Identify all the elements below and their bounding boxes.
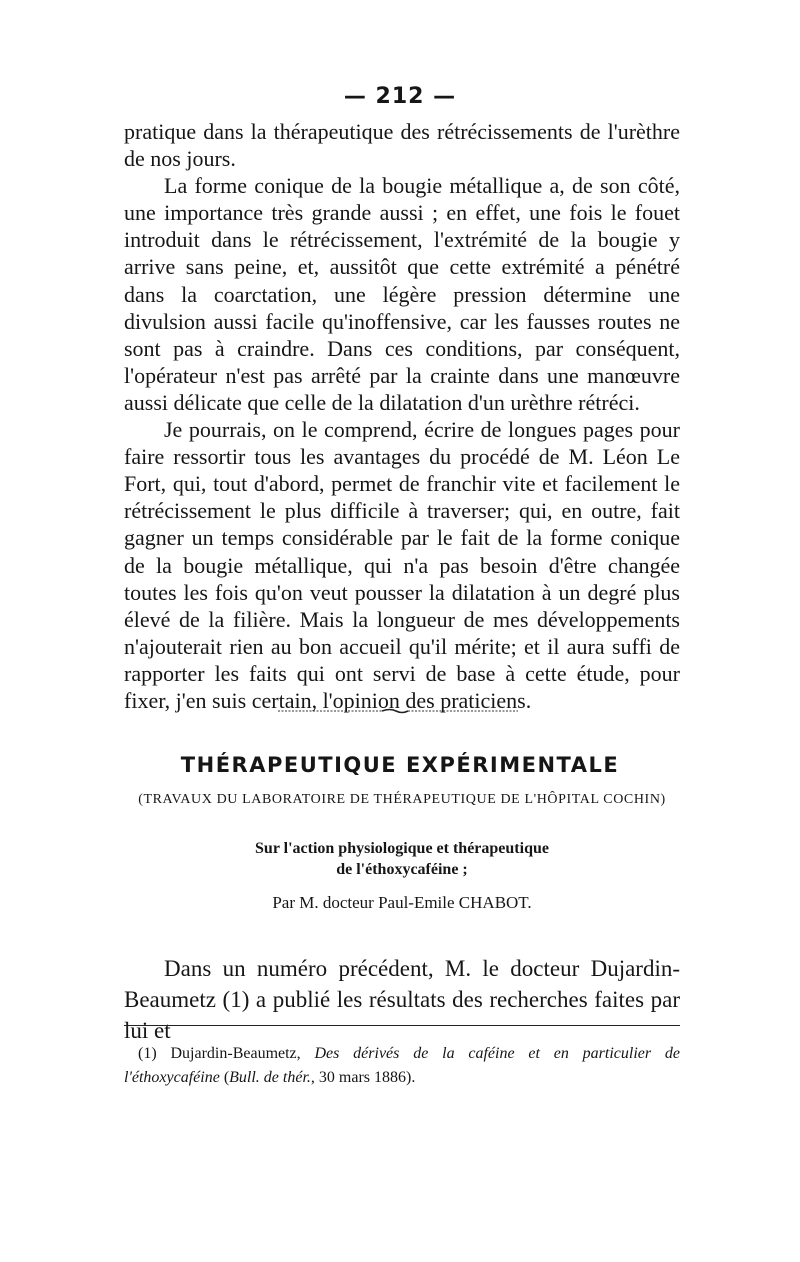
article-title-line: Sur l'action physiologique et thérapeutique bbox=[255, 840, 549, 857]
footnote-date: , 30 mars 1886). bbox=[310, 1069, 416, 1086]
footnote bbox=[124, 1042, 680, 1090]
footnote-marker: (1) bbox=[138, 1045, 157, 1062]
footnote-rule bbox=[124, 1025, 680, 1026]
footnote-title: Des dérivés de la caféine et en particulier de l'éthoxycaféine bbox=[124, 1045, 681, 1086]
body-text bbox=[124, 118, 680, 714]
body-paragraph: Je pourrais, on le comprend, écrire de longues pages pour faire ressortir tous les avantages du procédé de M. Léon Le Fort, qui, tout d'abord, permet de franchir vite et facilement le rétrécissement le plus difficile à traverser; qui, en outre, fait gagner un temps considérable par le fait de la forme conique de la bougie métallique, qui n'a pas besoin d'être changée toutes les fois qu'on veut pousser la dilatation à un degré plus élevé de la filière. Mais la longueur de mes développements n'ajouterait rien au bon accueil qu'il mérite; et il aura suffi de rapporter les faits qui ont servi de base à cette étude, pour fixer, j'en suis certain, l'opinion des praticiens. bbox=[124, 417, 680, 713]
body-paragraph: pratique dans la thérapeutique des rétrécissements de l'urèthre de nos jours. bbox=[124, 119, 680, 172]
page-number: — 212 — bbox=[343, 84, 457, 109]
section-subtitle: (TRAVAUX DU LABORATOIRE DE THÉRAPEUTIQUE DE L'HÔPITAL COCHIN) bbox=[138, 792, 666, 807]
article-title-line: de l'éthoxycaféine ; bbox=[336, 861, 468, 878]
footnote-source: Bull. de thér. bbox=[229, 1069, 311, 1086]
section-title: THÉRAPEUTIQUE EXPÉRIMENTALE bbox=[180, 753, 620, 777]
footnote-source-open: ( bbox=[223, 1069, 230, 1086]
article-lead-paragraph: Dans un numéro précédent, M. le docteur Dujardin-Beaumetz (1) a publié les résultats des recherches faites par lui et bbox=[124, 956, 680, 1043]
article-title bbox=[124, 838, 680, 880]
footnote-author: Dujardin-Beaumetz, bbox=[170, 1045, 301, 1062]
body-paragraph: La forme conique de la bougie métallique a, de son côté, une importance très grande aussi ; en effet, une fois le fouet introduit dans le rétrécissement, l'extrémité de la bougie y arrive sans peine, et, aussitôt que cette extrémité a pénétré dans la coarctation, une légère pression détermine une divulsion aussi facile qu'inoffensive, car les fausses routes ne sont pas à craindre. Dans ces conditions, par conséquent, l'opérateur n'est pas arrêté par la crainte dans une manœuvre aussi délicate que celle de la dilatation d'un urèthre rétréci. bbox=[124, 173, 680, 415]
article-byline: Par M. docteur Paul-Emile CHABOT. bbox=[272, 893, 532, 912]
ornamental-divider bbox=[278, 706, 518, 716]
